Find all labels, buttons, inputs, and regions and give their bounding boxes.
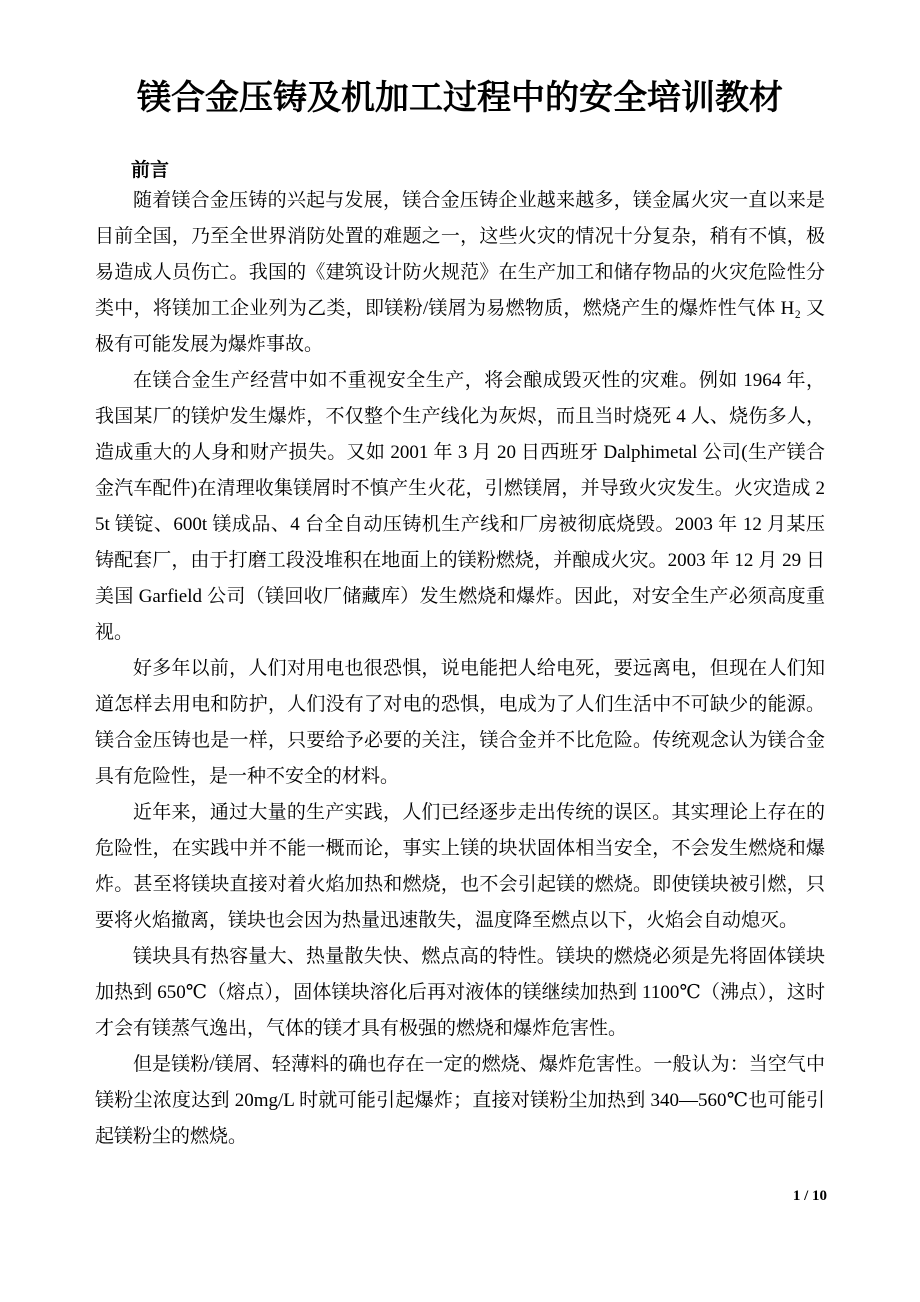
page-title: 镁合金压铸及机加工过程中的安全培训教材 — [137, 80, 783, 117]
page-number: 1 / 10 — [792, 1188, 827, 1204]
paragraph-accident-cases: 在镁合金生产经营中如不重视安全生产，将会酿成毁灭性的灾难。例如 1964 年，我国某厂的镁炉发生爆炸，不仅整个生产线化为灰烬，而且当时烧死 4 人、烧伤多人，造成重大的人身和财产损失。又如 2001 年 3 月 20 日西班牙 Dalphimetal 公司(生产镁合金汽车配件)在清理收集镁屑时不慎产生火花，引燃镁屑，并导致火灾发生。火灾造成 25t 镁锭、600t 镁成品、4 台全自动压铸机生产线和厂房被彻底烧毁。2003 年 12 月某压铸配套厂，由于打磨工段没堆积在地面上的镁粉燃烧，并酿成火灾。2003 年 12 月 29 日美国 Garfield 公司（镁回收厂储藏库）发生燃烧和爆炸。因此，对安全生产必须高度重视。 — [95, 370, 825, 643]
paragraph-ingot-properties: 镁块具有热容量大、热量散失快、燃点高的特性。镁块的燃烧必须是先将固体镁块加热到 650℃（熔点），固体镁块溶化后再对液体的镁继续加热到 1100℃（沸点），这时才会有镁蒸气逸出，气体的镁才具有极强的燃烧和爆炸危害性。 — [95, 946, 825, 1039]
paragraph-powder-hazard: 但是镁粉/镁屑、轻薄料的确也存在一定的燃烧、爆炸危害性。一般认为：当空气中镁粉尘浓度达到 20mg/L 时就可能引起爆炸；直接对镁粉尘加热到 340—560℃也可能引起镁粉尘的燃烧。 — [95, 1054, 825, 1147]
paragraph-intro-fire-hazard: 随着镁合金压铸的兴起与发展，镁合金压铸企业越来越多，镁金属火灾一直以来是目前全国，乃至全世界消防处置的难题之一，这些火灾的情况十分复杂，稍有不慎，极易造成人员伤亡。我国的《建筑设计防火规范》在生产加工和储存物品的火灾危险性分类中，将镁加工企业列为乙类，即镁粉/镁屑为易燃物质，燃烧产生的爆炸性气体 H₂ 又极有可能发展为爆炸事故。 — [95, 190, 825, 355]
section-heading-foreword: 前言 — [131, 160, 170, 181]
paragraph-electricity-analogy: 好多年以前，人们对用电也很恐惧，说电能把人给电死，要远离电，但现在人们知道怎样去用电和防护，人们没有了对电的恐惧，电成为了人们生活中不可缺少的能源。镁合金压铸也是一样，只要给予必要的关注，镁合金并不比危险。传统观念认为镁合金具有危险性，是一种不安全的材料。 — [95, 658, 825, 787]
document-body — [95, 183, 825, 1155]
page-footer — [793, 1186, 827, 1206]
paragraph-practice-experience: 近年来，通过大量的生产实践，人们已经逐步走出传统的误区。其实理论上存在的危险性，在实践中并不能一概而论，事实上镁的块状固体相当安全，不会发生燃烧和爆炸。甚至将镁块直接对着火焰加热和燃烧，也不会引起镁的燃烧。即使镁块被引燃，只要将火焰撤离，镁块也会因为热量迅速散失，温度降至燃点以下，火焰会自动熄灭。 — [95, 802, 825, 931]
